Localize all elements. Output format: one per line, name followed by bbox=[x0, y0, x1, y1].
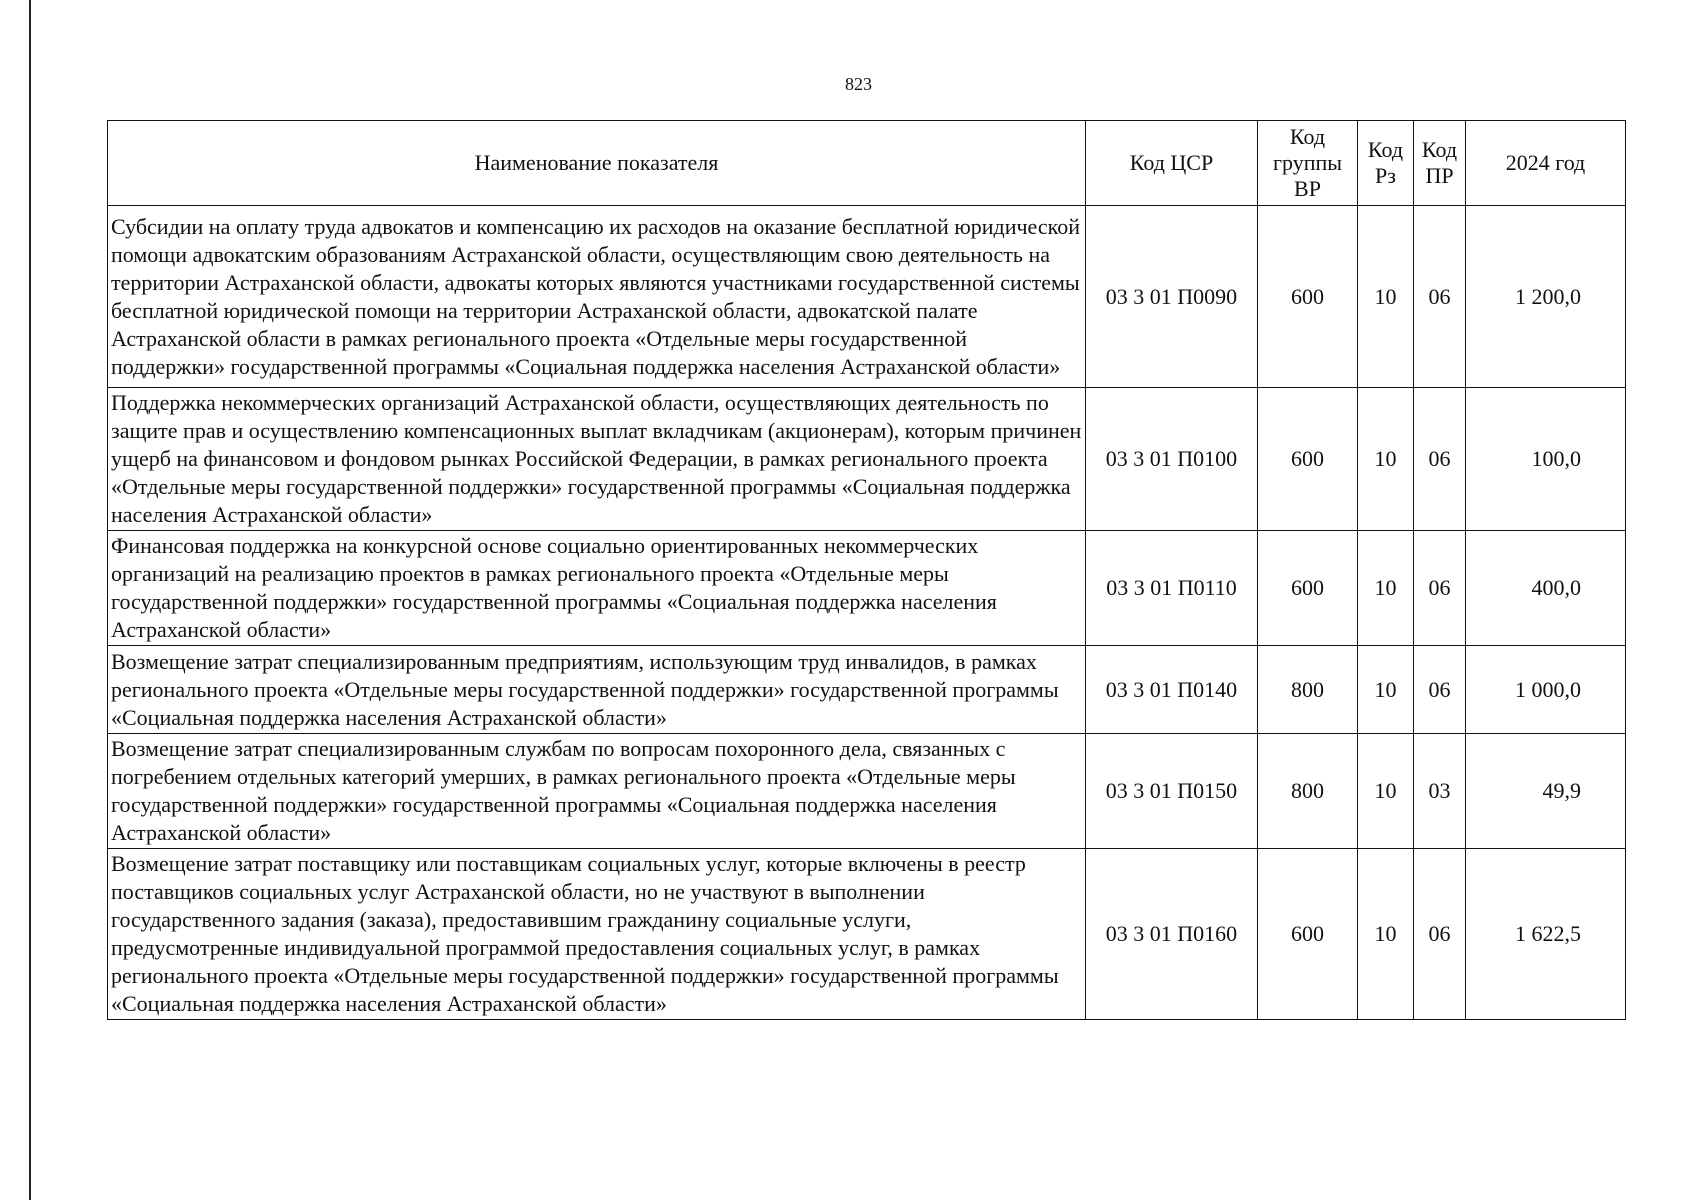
header-pr-code: Код ПР bbox=[1414, 121, 1466, 206]
budget-table bbox=[107, 120, 1626, 1020]
row-vr-code: 800 bbox=[1258, 646, 1358, 734]
row-vr-code: 600 bbox=[1258, 206, 1358, 388]
row-amount: 400,0 bbox=[1466, 531, 1626, 646]
row-csr-code: 03 3 01 П0110 bbox=[1086, 531, 1258, 646]
row-amount: 1 000,0 bbox=[1466, 646, 1626, 734]
row-amount: 49,9 bbox=[1466, 734, 1626, 849]
table-header-row bbox=[108, 121, 1626, 206]
row-indicator-name: Субсидии на оплату труда адвокатов и компенсацию их расходов на оказание бесплатной юридической помощи адвокатским образованиям Астраханской области, осуществляющим свою деятельность на территории Астраханской области, адвокаты которых являются участниками государственной системы бесплатной юридической помощи на территории Астраханской области, адвокатской палате Астраханской области в рамках регионального проекта «Отдельные меры государственной поддержки» государственной программы «Социальная поддержка населения Астраханской области» bbox=[108, 206, 1086, 388]
row-rz-code: 10 bbox=[1358, 734, 1414, 849]
row-indicator-name: Возмещение затрат специализированным службам по вопросам похоронного дела, связанных с погребением отдельных категорий умерших, в рамках регионального проекта «Отдельные меры государственной поддержки» государственной программы «Социальная поддержка населения Астраханской области» bbox=[108, 734, 1086, 849]
row-csr-code: 03 3 01 П0100 bbox=[1086, 388, 1258, 531]
row-pr-code: 06 bbox=[1414, 388, 1466, 531]
table-row bbox=[108, 388, 1626, 531]
row-vr-code: 600 bbox=[1258, 849, 1358, 1020]
row-rz-code: 10 bbox=[1358, 646, 1414, 734]
row-rz-code: 10 bbox=[1358, 849, 1414, 1020]
row-pr-code: 06 bbox=[1414, 206, 1466, 388]
row-vr-code: 600 bbox=[1258, 531, 1358, 646]
row-rz-code: 10 bbox=[1358, 388, 1414, 531]
table-row bbox=[108, 206, 1626, 388]
row-csr-code: 03 3 01 П0140 bbox=[1086, 646, 1258, 734]
row-amount: 100,0 bbox=[1466, 388, 1626, 531]
row-pr-code: 06 bbox=[1414, 531, 1466, 646]
row-pr-code: 06 bbox=[1414, 849, 1466, 1020]
row-rz-code: 10 bbox=[1358, 206, 1414, 388]
header-csr-code: Код ЦСР bbox=[1086, 121, 1258, 206]
row-indicator-name: Возмещение затрат специализированным предприятиям, использующим труд инвалидов, в рамках регионального проекта «Отдельные меры государственной поддержки» государственной программы «Социальная поддержка населения Астраханской области» bbox=[108, 646, 1086, 734]
row-pr-code: 03 bbox=[1414, 734, 1466, 849]
header-year-2024: 2024 год bbox=[1466, 121, 1626, 206]
binding-margin-line bbox=[29, 0, 31, 1200]
table-row bbox=[108, 531, 1626, 646]
row-indicator-name: Возмещение затрат поставщику или поставщикам социальных услуг, которые включены в реестр поставщиков социальных услуг Астраханской области, но не участвуют в выполнении государственного задания (заказа), предоставившим гражданину социальные услуги, предусмотренные индивидуальной программой предоставления социальных услуг, в рамках регионального проекта «Отдельные меры государственной поддержки» государственной программы «Социальная поддержка населения Астраханской области» bbox=[108, 849, 1086, 1020]
row-amount: 1 200,0 bbox=[1466, 206, 1626, 388]
table-row bbox=[108, 646, 1626, 734]
row-pr-code: 06 bbox=[1414, 646, 1466, 734]
row-csr-code: 03 3 01 П0160 bbox=[1086, 849, 1258, 1020]
table-row bbox=[108, 849, 1626, 1020]
header-rz-code: Код Рз bbox=[1358, 121, 1414, 206]
row-vr-code: 800 bbox=[1258, 734, 1358, 849]
row-indicator-name: Финансовая поддержка на конкурсной основе социально ориентированных некоммерческих организаций на реализацию проектов в рамках регионального проекта «Отдельные меры государственной поддержки» государственной программы «Социальная поддержка населения Астраханской области» bbox=[108, 531, 1086, 646]
row-rz-code: 10 bbox=[1358, 531, 1414, 646]
row-csr-code: 03 3 01 П0090 bbox=[1086, 206, 1258, 388]
table-row bbox=[108, 734, 1626, 849]
header-vr-code: Код группы ВР bbox=[1258, 121, 1358, 206]
page-number: 823 bbox=[845, 74, 872, 94]
header-indicator-name: Наименование показателя bbox=[108, 121, 1086, 206]
row-indicator-name: Поддержка некоммерческих организаций Астраханской области, осуществляющих деятельность по защите прав и осуществлению компенсационных выплат вкладчикам (акционерам), которым причинен ущерб на финансовом и фондовом рынках Российской Федерации, в рамках регионального проекта «Отдельные меры государственной поддержки» государственной программы «Социальная поддержка населения Астраханской области» bbox=[108, 388, 1086, 531]
row-amount: 1 622,5 bbox=[1466, 849, 1626, 1020]
row-vr-code: 600 bbox=[1258, 388, 1358, 531]
row-csr-code: 03 3 01 П0150 bbox=[1086, 734, 1258, 849]
